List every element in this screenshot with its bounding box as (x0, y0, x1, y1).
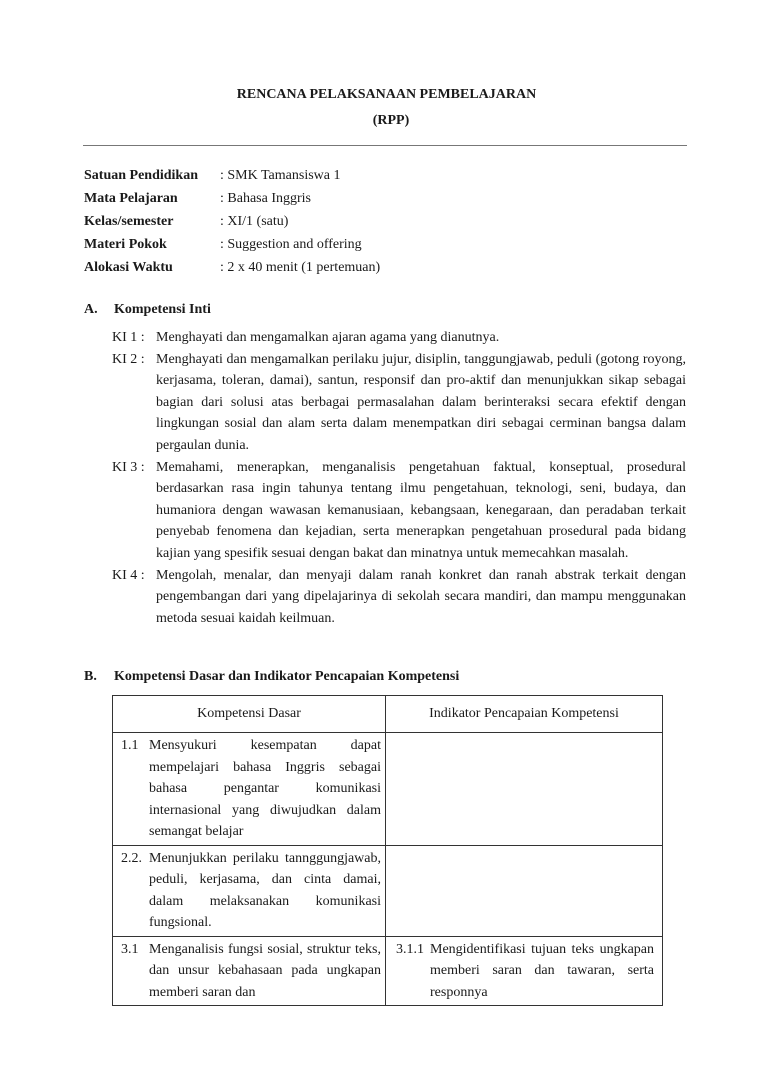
kd-text: Menunjukkan perilaku tannggungjawab, peduli, kerjasama, dan cinta damai, dalam melaksanakan komunikasi fungsional. (149, 850, 381, 930)
meta-value: : Suggestion and offering (220, 237, 362, 252)
meta-row (84, 164, 380, 187)
indicator-cell (386, 936, 663, 1006)
meta-label: Alokasi Waktu (84, 260, 173, 275)
kd-cell (113, 733, 386, 846)
ki-item (112, 457, 686, 565)
ki-item (112, 349, 686, 457)
section-b-title: Kompetensi Dasar dan Indikator Pencapaian Kompetensi (114, 669, 460, 684)
section-a-heading (84, 302, 211, 318)
title-line-2: (RPP) (372, 113, 410, 128)
section-b-heading (84, 669, 459, 685)
header-kompetensi-dasar: Kompetensi Dasar (113, 696, 386, 733)
meta-label: Mata Pelajaran (84, 191, 178, 206)
section-a-title: Kompetensi Inti (114, 302, 211, 317)
kd-cell (113, 936, 386, 1006)
title-divider (83, 145, 687, 146)
header-indikator: Indikator Pencapaian Kompetensi (386, 696, 663, 733)
meta-value: : XI/1 (satu) (220, 214, 289, 229)
ki-label: KI 2 : (112, 351, 145, 367)
kd-number: 1.1 (121, 738, 139, 753)
ki-label: KI 3 : (112, 459, 145, 475)
section-b-letter: B. (84, 669, 97, 684)
ki-item (112, 565, 686, 630)
kompetensi-inti-list (112, 327, 686, 629)
indicator-cell (386, 845, 663, 936)
ki-text: Menghayati dan mengamalkan perilaku jujur, disiplin, tanggungjawab, peduli (gotong royong, kerjasama, toleran, damai), santun, responsif dan pro-aktif dan menunjukkan sikap sebagai bagian dari solusi atas berbagai permasalahan dalam berinteraksi secara efektif dengan lingkungan sosial dan alam serta dalam menempatkan diri sebagai cerminan bangsa dalam pergaulan dunia. (156, 351, 686, 453)
ki-label: KI 4 : (112, 567, 145, 583)
kd-cell (113, 845, 386, 936)
title-line-1: RENCANA PELAKSANAAN PEMBELAJARAN (236, 87, 537, 102)
table-row (113, 845, 663, 936)
table-row (113, 733, 663, 846)
ki-text: Memahami, menerapkan, menganalisis pengetahuan faktual, konseptual, prosedural berdasarkan rasa ingin tahunya tentang ilmu pengetahuan, teknologi, seni, budaya, dan humaniora dengan wawasan kemanusiaan, kebangsaan, kenegaraan, dan peradaban terkait penyebab fenomena dan kejadian, serta menerapkan pengetahuan prosedural pada bidang kajian yang spesifik sesuai dengan bakat dan minatnya untuk memecahkan masalah. (156, 459, 686, 561)
meta-label: Satuan Pendidikan (84, 168, 198, 183)
meta-row (84, 233, 380, 256)
meta-value: : 2 x 40 menit (1 pertemuan) (220, 260, 381, 275)
table-row (113, 936, 663, 1006)
meta-value: : Bahasa Inggris (220, 191, 311, 206)
kd-number: 3.1 (121, 941, 139, 957)
identity-block (84, 164, 380, 279)
meta-label: Materi Pokok (84, 237, 167, 252)
meta-row (84, 256, 380, 279)
ki-text: Menghayati dan mengamalkan ajaran agama yang dianutnya. (156, 330, 500, 345)
ki-label: KI 1 : (112, 330, 145, 345)
kd-number: 2.2. (121, 850, 142, 866)
section-a-letter: A. (84, 302, 98, 317)
ki-text: Mengolah, menalar, dan menyaji dalam ranah konkret dan ranah abstrak terkait dengan pengembangan dari yang dipelajarinya di sekolah secara mandiri, dan mampu menggunakan metoda sesuai kaidah keilmuan. (156, 567, 686, 626)
ki-item (112, 327, 686, 349)
meta-label: Kelas/semester (84, 214, 174, 229)
table-header-row (113, 696, 663, 733)
kd-text: Mensyukuri kesempatan dapat mempelajari bahasa Inggris sebagai bahasa pengantar komunikasi internasional yang diwujudkan dalam semangat belajar (149, 738, 381, 839)
kd-text: Menganalisis fungsi sosial, struktur teks, dan unsur kebahasaan pada ungkapan memberi saran dan (149, 941, 381, 1000)
meta-row (84, 187, 380, 210)
indicator-text: Mengidentifikasi tujuan teks ungkapan memberi saran dan tawaran, serta responnya (430, 941, 654, 1000)
indicator-cell (386, 733, 663, 846)
meta-value: : SMK Tamansiswa 1 (220, 168, 341, 183)
indicator-number: 3.1.1 (396, 941, 424, 957)
meta-row (84, 210, 380, 233)
competency-table (112, 695, 663, 1006)
